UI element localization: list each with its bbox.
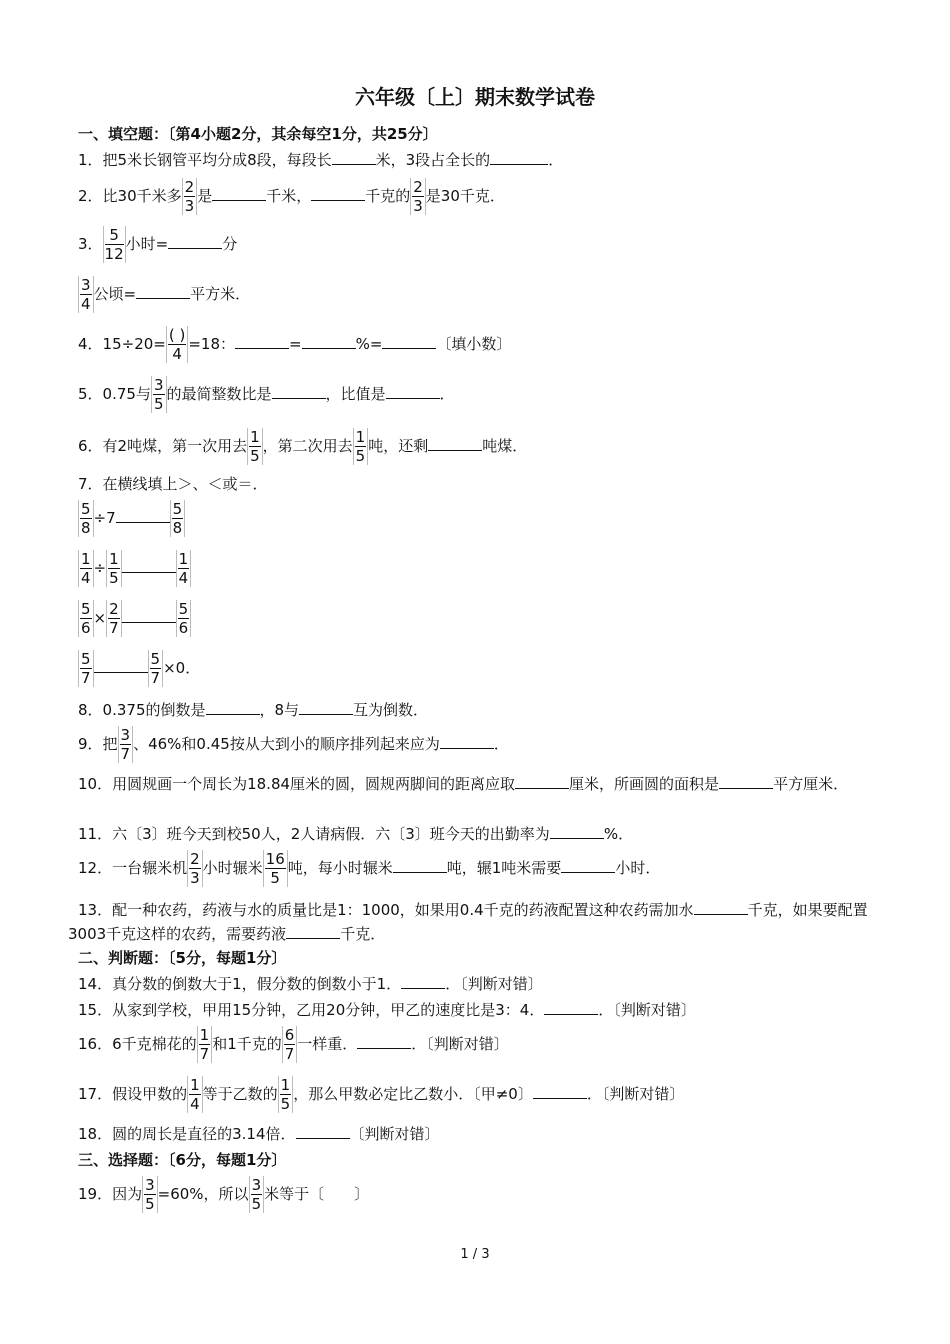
question-13: 13．配一种农药，药液与水的质量比是1：1000，如果用0.4千克的药液配置这种农药需加水 千克，如果要配置3003千克这样的农药，需要药液 千克． [68, 901, 868, 943]
question-10: 10．用圆规画一个周长为18.84厘米的圆，圆规两脚间的距离应取 厘米，所画圆的面积是 平方厘米． [78, 775, 849, 793]
section-true-false: 二、判断题：〔5分，每题1分〕 [78, 949, 287, 967]
answer-blank[interactable] [490, 150, 548, 165]
question-5: 5．0.75与 $\frac{3}{5}$ 的最简整数比是 ，比值是 ． [78, 376, 455, 413]
fraction: $\frac{1}{5}$ [106, 550, 122, 587]
answer-blank[interactable] [302, 334, 356, 349]
answer-blank[interactable] [357, 1034, 411, 1049]
question-7-row-1: $\frac{5}{8}$ ÷7 $\frac{5}{8}$ [78, 500, 185, 537]
fraction: $\frac{1}{5}$ [353, 428, 369, 465]
answer-blank[interactable] [235, 334, 289, 349]
fraction: $\frac{3}{5}$ [151, 376, 167, 413]
question-3: 3． $\frac{5}{12}$ 小时= 分 [78, 226, 238, 263]
answer-blank[interactable] [550, 824, 604, 839]
answer-blank[interactable] [401, 974, 445, 989]
fraction: $\frac{5}{8}$ [170, 500, 186, 537]
answer-blank[interactable] [515, 774, 569, 789]
fraction: $\frac{2}{3}$ [182, 178, 198, 215]
page-number: 1 / 3 [460, 1247, 490, 1262]
fraction: $\frac{3}{5}$ [249, 1176, 265, 1213]
answer-blank[interactable] [212, 186, 266, 201]
fraction: $\frac{1}{5}$ [278, 1076, 294, 1113]
answer-blank[interactable] [122, 558, 176, 573]
fraction: $\frac{16}{5}$ [263, 850, 288, 887]
fraction: $\frac{2}{7}$ [106, 600, 122, 637]
question-12: 12．一台辗米机 $\frac{2}{3}$ 小时辗米 $\frac{16}{5}$ 吨，每小时辗米 吨，辗1吨米需要 小时． [78, 850, 661, 887]
answer-blank[interactable] [544, 1000, 598, 1015]
answer-blank[interactable] [332, 150, 376, 165]
question-1: 1．把5米长钢管平均分成8段，每段长 米，3段占全长的 ． [78, 151, 564, 169]
answer-blank[interactable] [122, 608, 176, 623]
answer-blank[interactable] [694, 900, 748, 915]
fraction: $\frac{1}{4}$ [78, 550, 94, 587]
fraction: $\frac{3}{5}$ [142, 1176, 158, 1213]
fraction: $\frac{6}{7}$ [282, 1026, 298, 1063]
answer-blank[interactable] [386, 384, 440, 399]
answer-blank[interactable] [719, 774, 773, 789]
fraction: $\frac{5}{7}$ [78, 650, 94, 687]
page-title: 六年级〔上〕期末数学试卷 [355, 85, 595, 109]
fraction: $\frac{5}{7}$ [148, 650, 164, 687]
question-11: 11．六〔3〕班今天到校50人，2人请病假．六〔3〕班今天的出勤率为 %． [78, 825, 634, 843]
fraction: $\frac{3}{7}$ [118, 726, 134, 763]
fraction: $\frac{1}{7}$ [197, 1026, 213, 1063]
question-4: 4．15÷20= $\frac{( )}{4}$ =18： = %= 〔填小数〕 [78, 326, 512, 363]
fraction: $\frac{5}{12}$ [104, 226, 124, 263]
answer-blank[interactable] [299, 700, 353, 715]
answer-blank[interactable] [296, 1124, 350, 1139]
answer-blank[interactable] [168, 234, 222, 249]
question-3b: $\frac{3}{4}$ 公顷= 平方米． [78, 276, 250, 313]
fraction: $\frac{( )}{4}$ [166, 326, 188, 363]
fraction: $\frac{1}{4}$ [187, 1076, 203, 1113]
question-9: 9．把 $\frac{3}{7}$ 、46%和0.45按从大到小的顺序排列起来应为 ． [78, 726, 509, 763]
answer-blank[interactable] [533, 1084, 587, 1099]
question-18: 18．圆的周长是直径的3.14倍． 〔判断对错〕 [78, 1125, 440, 1143]
question-7-row-2: $\frac{1}{4}$ ÷ $\frac{1}{5}$ $\frac{1}{4}$ [78, 550, 191, 587]
question-7-row-4: $\frac{5}{7}$ $\frac{5}{7}$ ×0． [78, 650, 200, 687]
answer-blank[interactable] [116, 508, 170, 523]
fraction: $\frac{5}{8}$ [78, 500, 94, 537]
question-2: 2．比30千米多 $\frac{2}{3}$ 是 千米， 千克的 $\frac{2}{3}$ 是30千克． [78, 178, 505, 215]
section-multiple-choice: 三、选择题：〔6分，每题1分〕 [78, 1151, 287, 1169]
question-7: 7．在横线填上＞、＜或＝． [78, 475, 268, 493]
answer-blank[interactable] [440, 734, 494, 749]
answer-blank[interactable] [311, 186, 365, 201]
question-7-row-3: $\frac{5}{6}$ × $\frac{2}{7}$ $\frac{5}{6}$ [78, 600, 191, 637]
question-6: 6．有2吨煤，第一次用去 $\frac{1}{5}$ ，第二次用去 $\frac{1}{5}$ 吨，还剩 吨煤． [78, 428, 528, 465]
fraction: $\frac{2}{3}$ [187, 850, 203, 887]
fraction: $\frac{2}{3}$ [410, 178, 426, 215]
question-17: 17．假设甲数的 $\frac{1}{4}$ 等于乙数的 $\frac{1}{5}$ ，那么甲数必定比乙数小．〔甲≠0〕 ．〔判断对错〕 [78, 1076, 685, 1113]
answer-blank[interactable] [272, 384, 326, 399]
answer-blank[interactable] [206, 700, 260, 715]
fraction: $\frac{3}{4}$ [78, 276, 94, 313]
fraction: $\frac{1}{5}$ [247, 428, 263, 465]
answer-blank[interactable] [393, 858, 447, 873]
answer-blank[interactable] [136, 284, 190, 299]
section-fill-blank: 一、填空题：〔第4小题2分，其余每空1分，共25分〕 [78, 125, 438, 143]
question-8: 8．0.375的倒数是 ，8与 互为倒数． [78, 701, 429, 719]
fraction: $\frac{5}{6}$ [176, 600, 192, 637]
fraction: $\frac{5}{6}$ [78, 600, 94, 637]
fraction: $\frac{1}{4}$ [176, 550, 192, 587]
question-15: 15．从家到学校，甲用15分钟，乙用20分钟，甲乙的速度比是3：4． ．〔判断对错〕 [78, 1001, 696, 1019]
answer-blank[interactable] [561, 858, 615, 873]
answer-blank[interactable] [428, 436, 482, 451]
answer-blank[interactable] [94, 658, 148, 673]
question-19: 19．因为 $\frac{3}{5}$ =60%，所以 $\frac{3}{5}$ 米等于〔 〕 [78, 1176, 370, 1213]
answer-blank[interactable] [382, 334, 436, 349]
answer-blank[interactable] [286, 924, 340, 939]
question-14: 14．真分数的倒数大于1，假分数的倒数小于1． ．〔判断对错〕 [78, 975, 543, 993]
question-16: 16．6千克棉花的 $\frac{1}{7}$ 和1千克的 $\frac{6}{7}$ 一样重． ．〔判断对错〕 [78, 1026, 509, 1063]
